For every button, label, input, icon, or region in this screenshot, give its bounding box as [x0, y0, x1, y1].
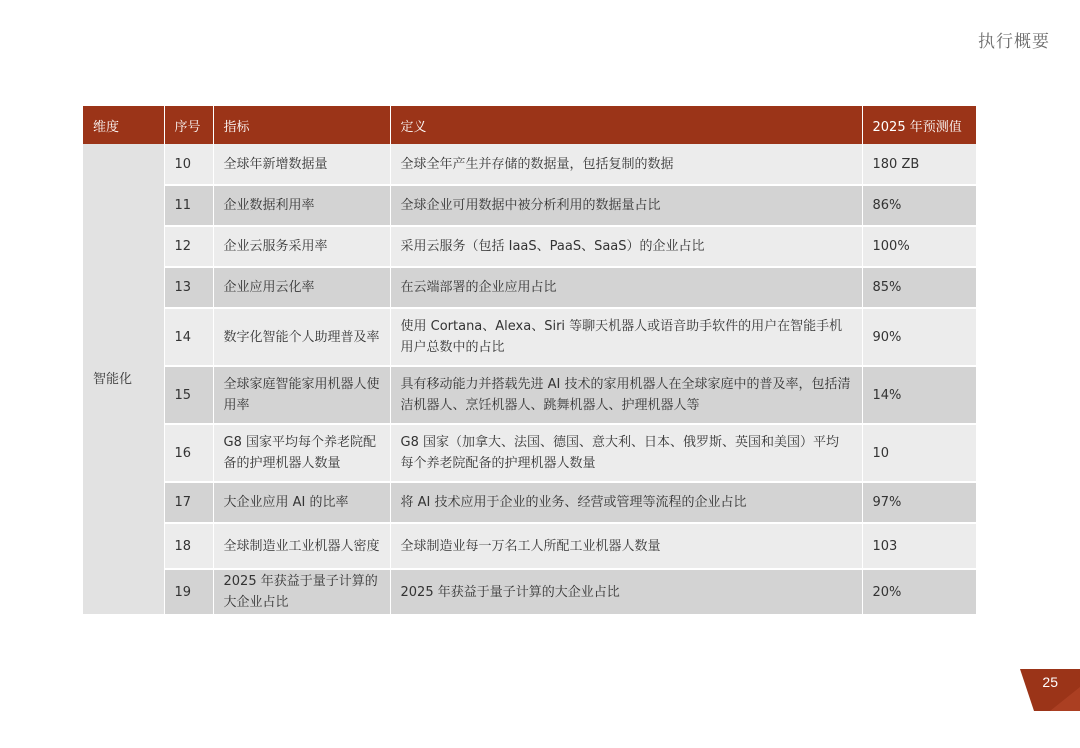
- row-forecast: 10: [862, 424, 976, 482]
- row-forecast: 86%: [862, 185, 976, 226]
- row-definition: G8 国家（加拿大、法国、德国、意大利、日本、俄罗斯、英国和美国）平均每个养老院配备的护理机器人数量: [390, 424, 862, 482]
- table-row: [83, 569, 976, 615]
- row-definition: 采用云服务（包括 IaaS、PaaS、SaaS）的企业占比: [390, 226, 862, 267]
- row-number: 16: [164, 424, 213, 482]
- row-number: 18: [164, 523, 213, 569]
- row-definition: 使用 Cortana、Alexa、Siri 等聊天机器人或语音助手软件的用户在智能手机用户总数中的占比: [390, 308, 862, 366]
- row-forecast: 180 ZB: [862, 144, 976, 185]
- page-number: 25: [1042, 674, 1058, 690]
- row-indicator: 2025 年获益于量子计算的大企业占比: [213, 569, 390, 615]
- row-forecast: 97%: [862, 482, 976, 523]
- row-indicator: 企业应用云化率: [213, 267, 390, 308]
- row-forecast: 90%: [862, 308, 976, 366]
- forecast-table: [83, 106, 976, 616]
- row-forecast: 85%: [862, 267, 976, 308]
- column-header-forecast: 2025 年预测值: [862, 106, 976, 144]
- table-row: [83, 226, 976, 267]
- row-number: 15: [164, 366, 213, 424]
- row-forecast: 103: [862, 523, 976, 569]
- table-row: [83, 144, 976, 185]
- row-definition: 全球制造业每一万名工人所配工业机器人数量: [390, 523, 862, 569]
- section-title: 执行概要: [978, 32, 1050, 52]
- table-row: [83, 523, 976, 569]
- row-forecast: 100%: [862, 226, 976, 267]
- column-header-definition: 定义: [390, 106, 862, 144]
- row-number: 10: [164, 144, 213, 185]
- row-number: 14: [164, 308, 213, 366]
- table-row: [83, 366, 976, 424]
- row-definition: 具有移动能力并搭载先进 AI 技术的家用机器人在全球家庭中的普及率，包括清洁机器人、烹饪机器人、跳舞机器人、护理机器人等: [390, 366, 862, 424]
- row-definition: 在云端部署的企业应用占比: [390, 267, 862, 308]
- row-indicator: 全球家庭智能家用机器人使用率: [213, 366, 390, 424]
- row-indicator: 企业数据利用率: [213, 185, 390, 226]
- row-definition: 全球企业可用数据中被分析利用的数据量占比: [390, 185, 862, 226]
- column-header-dimension: 维度: [83, 106, 164, 144]
- row-definition: 将 AI 技术应用于企业的业务、经营或管理等流程的企业占比: [390, 482, 862, 523]
- table-row: [83, 482, 976, 523]
- row-definition: 2025 年获益于量子计算的大企业占比: [390, 569, 862, 615]
- column-header-number: 序号: [164, 106, 213, 144]
- dimension-cell: 智能化: [83, 144, 164, 615]
- row-indicator: 全球制造业工业机器人密度: [213, 523, 390, 569]
- row-indicator: 数字化智能个人助理普及率: [213, 308, 390, 366]
- table-row: [83, 185, 976, 226]
- column-header-indicator: 指标: [213, 106, 390, 144]
- row-indicator: G8 国家平均每个养老院配备的护理机器人数量: [213, 424, 390, 482]
- row-indicator: 大企业应用 AI 的比率: [213, 482, 390, 523]
- table-row: [83, 308, 976, 366]
- row-indicator: 全球年新增数据量: [213, 144, 390, 185]
- table-header-row: [83, 106, 976, 144]
- row-number: 13: [164, 267, 213, 308]
- row-forecast: 14%: [862, 366, 976, 424]
- row-indicator: 企业云服务采用率: [213, 226, 390, 267]
- table-row: [83, 424, 976, 482]
- row-forecast: 20%: [862, 569, 976, 615]
- row-number: 19: [164, 569, 213, 615]
- table-row: [83, 267, 976, 308]
- row-number: 11: [164, 185, 213, 226]
- row-number: 12: [164, 226, 213, 267]
- row-definition: 全球全年产生并存储的数据量，包括复制的数据: [390, 144, 862, 185]
- row-number: 17: [164, 482, 213, 523]
